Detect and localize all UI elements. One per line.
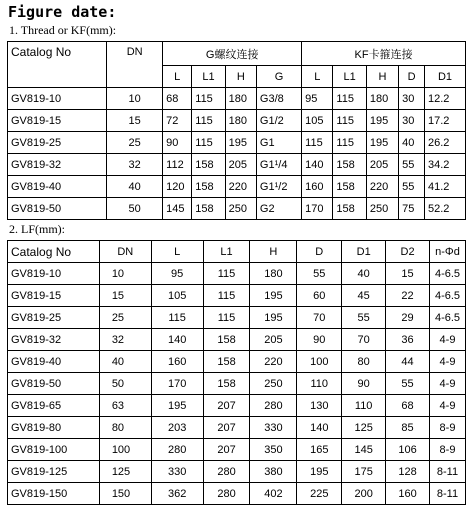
table-cell: 55: [386, 373, 430, 395]
table-cell: 158: [192, 176, 225, 198]
kf-col-header: D1: [425, 66, 466, 88]
table-cell: 34.2: [425, 154, 466, 176]
table-cell: 17.2: [425, 110, 466, 132]
table-cell: 280: [203, 483, 250, 505]
table-cell: 90: [297, 329, 342, 351]
table-cell: 80: [99, 417, 151, 439]
table-row: [8, 307, 466, 329]
table-row: [8, 110, 466, 132]
table-cell: 362: [151, 483, 203, 505]
dn-header: DN: [107, 42, 163, 88]
table-cell: 158: [333, 198, 366, 220]
table-cell: 112: [163, 154, 192, 176]
table-cell: 15: [107, 110, 163, 132]
table-cell: 158: [203, 351, 250, 373]
table-cell: 205: [250, 329, 297, 351]
table-cell: 90: [163, 132, 192, 154]
table-cell: G1/2: [256, 110, 301, 132]
table-cell: 250: [225, 198, 256, 220]
table-cell: 4-9: [430, 351, 466, 373]
table-cell: 180: [225, 88, 256, 110]
table-cell: 158: [203, 373, 250, 395]
table-cell: 207: [203, 439, 250, 461]
catalog-cell: GV819-40: [8, 351, 100, 373]
section-label-lf: 2. LF(mm):: [9, 222, 65, 236]
kf-col-header: L1: [333, 66, 366, 88]
catalog-cell: GV819-25: [8, 132, 107, 154]
table-cell: 280: [203, 461, 250, 483]
table-cell: 170: [151, 373, 203, 395]
table-cell: 105: [151, 285, 203, 307]
table-cell: 180: [250, 263, 297, 285]
table-cell: 45: [342, 285, 386, 307]
table-cell: 115: [203, 263, 250, 285]
catalog-cell: GV819-10: [8, 263, 100, 285]
table-cell: 125: [99, 461, 151, 483]
catalog-cell: GV819-40: [8, 176, 107, 198]
table-cell: 150: [99, 483, 151, 505]
table-row: [8, 132, 466, 154]
table-cell: 80: [342, 351, 386, 373]
table-cell: 110: [342, 395, 386, 417]
catalog-cell: GV819-125: [8, 461, 100, 483]
col-header: H: [250, 241, 297, 263]
catalog-cell: GV819-15: [8, 285, 100, 307]
kf-col-header: H: [366, 66, 398, 88]
table-cell: 4-6.5: [430, 285, 466, 307]
col-header: L: [151, 241, 203, 263]
table-row: [8, 395, 466, 417]
page-title: Figure date:: [8, 3, 117, 21]
g-col-header: L: [163, 66, 192, 88]
catalog-cell: GV819-25: [8, 307, 100, 329]
table-cell: 50: [107, 198, 163, 220]
table-cell: 140: [151, 329, 203, 351]
g-col-header: H: [225, 66, 256, 88]
catalog-cell: GV819-10: [8, 88, 107, 110]
table-cell: 195: [366, 132, 398, 154]
table-row: [8, 439, 466, 461]
table-cell: 207: [203, 417, 250, 439]
table-cell: G3/8: [256, 88, 301, 110]
kf-col-header: D: [399, 66, 425, 88]
table-cell: 32: [107, 154, 163, 176]
table-row: [8, 263, 466, 285]
table-cell: 10: [99, 263, 151, 285]
table-cell: 10: [107, 88, 163, 110]
table-cell: 41.2: [425, 176, 466, 198]
table-cell: 115: [192, 132, 225, 154]
table-cell: 250: [366, 198, 398, 220]
table-cell: 75: [399, 198, 425, 220]
table-cell: 158: [333, 176, 366, 198]
table-cell: 195: [366, 110, 398, 132]
catalog-cell: GV819-32: [8, 329, 100, 351]
table-cell: 225: [297, 483, 342, 505]
table-cell: 55: [297, 263, 342, 285]
table-cell: 195: [250, 285, 297, 307]
table-cell: 140: [297, 417, 342, 439]
table-cell: 158: [192, 198, 225, 220]
table-cell: 115: [333, 132, 366, 154]
table-row: [8, 373, 466, 395]
table-cell: 195: [250, 307, 297, 329]
table-cell: 72: [163, 110, 192, 132]
table-cell: 120: [163, 176, 192, 198]
col-header: D1: [342, 241, 386, 263]
table-cell: 26.2: [425, 132, 466, 154]
g-thread-group-header: G螺纹连接: [163, 42, 302, 66]
table-cell: 36: [386, 329, 430, 351]
table-cell: 130: [297, 395, 342, 417]
table-cell: 55: [399, 154, 425, 176]
kf-clamp-group-header: KF卡箍连接: [302, 42, 466, 66]
table-cell: 220: [225, 176, 256, 198]
table-cell: 220: [250, 351, 297, 373]
table-cell: 203: [151, 417, 203, 439]
table-cell: 160: [151, 351, 203, 373]
table-cell: 145: [342, 439, 386, 461]
catalog-cell: GV819-50: [8, 198, 107, 220]
table-cell: 40: [399, 132, 425, 154]
table-cell: 68: [386, 395, 430, 417]
kf-col-header: L: [302, 66, 333, 88]
table-cell: G2: [256, 198, 301, 220]
table-cell: 220: [366, 176, 398, 198]
table-cell: 55: [342, 307, 386, 329]
table-cell: 15: [99, 285, 151, 307]
table-row: [8, 351, 466, 373]
table-cell: 25: [107, 132, 163, 154]
table-cell: 115: [203, 285, 250, 307]
table-cell: 160: [302, 176, 333, 198]
table-cell: 207: [203, 395, 250, 417]
table-cell: 25: [99, 307, 151, 329]
table-cell: 4-6.5: [430, 307, 466, 329]
table-cell: 160: [386, 483, 430, 505]
table-cell: 145: [163, 198, 192, 220]
table-cell: 205: [225, 154, 256, 176]
table-cell: 195: [297, 461, 342, 483]
col-header: D: [297, 241, 342, 263]
catalog-cell: GV819-150: [8, 483, 100, 505]
col-header: DN: [99, 241, 151, 263]
table-cell: 4-9: [430, 373, 466, 395]
table-cell: 158: [192, 154, 225, 176]
table-cell: 125: [342, 417, 386, 439]
table-cell: G1: [256, 132, 301, 154]
table-cell: 350: [250, 439, 297, 461]
table-row: [8, 329, 466, 351]
table-cell: 115: [333, 88, 366, 110]
table-cell: 8-11: [430, 483, 466, 505]
g-col-header: G: [256, 66, 301, 88]
table-cell: 100: [297, 351, 342, 373]
thread-kf-table: [7, 41, 466, 220]
table-cell: 4-9: [430, 329, 466, 351]
table-cell: 380: [250, 461, 297, 483]
table-cell: 30: [399, 88, 425, 110]
table-row: [8, 483, 466, 505]
table-cell: 205: [366, 154, 398, 176]
table-cell: 63: [99, 395, 151, 417]
table-cell: 106: [386, 439, 430, 461]
table-cell: 250: [250, 373, 297, 395]
catalog-cell: GV819-15: [8, 110, 107, 132]
col-header: n-Φd: [430, 241, 466, 263]
table-row: [8, 198, 466, 220]
table-cell: 40: [107, 176, 163, 198]
table-cell: 100: [99, 439, 151, 461]
table-cell: 280: [250, 395, 297, 417]
catalog-header: Catalog No: [8, 42, 107, 88]
table-cell: 195: [225, 132, 256, 154]
table-row: [8, 285, 466, 307]
table-cell: 180: [366, 88, 398, 110]
table-cell: 32: [99, 329, 151, 351]
table-cell: 60: [297, 285, 342, 307]
table-cell: 90: [342, 373, 386, 395]
section-label-thread-kf: 1. Thread or KF(mm):: [9, 23, 117, 37]
table-cell: 12.2: [425, 88, 466, 110]
table-cell: 175: [342, 461, 386, 483]
table-row: [8, 417, 466, 439]
table-cell: G1¹/4: [256, 154, 301, 176]
catalog-cell: GV819-50: [8, 373, 100, 395]
table-cell: 8-9: [430, 439, 466, 461]
table-cell: 158: [333, 154, 366, 176]
table-cell: 44: [386, 351, 430, 373]
table-cell: 70: [297, 307, 342, 329]
table-cell: 8-11: [430, 461, 466, 483]
table-cell: 110: [297, 373, 342, 395]
table-cell: 330: [151, 461, 203, 483]
table-cell: 330: [250, 417, 297, 439]
table-cell: 158: [203, 329, 250, 351]
table-cell: 4-9: [430, 395, 466, 417]
catalog-cell: GV819-80: [8, 417, 100, 439]
table-cell: 170: [302, 198, 333, 220]
table-cell: 50: [99, 373, 151, 395]
catalog-cell: GV819-100: [8, 439, 100, 461]
table-cell: 55: [399, 176, 425, 198]
table-cell: 115: [203, 307, 250, 329]
table-cell: 95: [302, 88, 333, 110]
table-cell: 280: [151, 439, 203, 461]
table-cell: G1¹/2: [256, 176, 301, 198]
table-cell: 95: [151, 263, 203, 285]
table-cell: 115: [192, 110, 225, 132]
table-cell: 40: [342, 263, 386, 285]
col-header: L1: [203, 241, 250, 263]
g-col-header: L1: [192, 66, 225, 88]
table-cell: 140: [302, 154, 333, 176]
catalog-header: Catalog No: [8, 241, 100, 263]
table-cell: 68: [163, 88, 192, 110]
table-row: [8, 154, 466, 176]
table-cell: 115: [192, 88, 225, 110]
table-row: [8, 88, 466, 110]
table-cell: 195: [151, 395, 203, 417]
table-cell: 15: [386, 263, 430, 285]
table-cell: 115: [333, 110, 366, 132]
catalog-cell: GV819-65: [8, 395, 100, 417]
catalog-cell: GV819-32: [8, 154, 107, 176]
table-cell: 180: [225, 110, 256, 132]
table-cell: 29: [386, 307, 430, 329]
table-row: [8, 461, 466, 483]
table-cell: 200: [342, 483, 386, 505]
table-cell: 40: [99, 351, 151, 373]
table-cell: 105: [302, 110, 333, 132]
table-cell: 85: [386, 417, 430, 439]
table-cell: 115: [302, 132, 333, 154]
table-cell: 70: [342, 329, 386, 351]
table-row: [8, 176, 466, 198]
table-cell: 402: [250, 483, 297, 505]
table-cell: 30: [399, 110, 425, 132]
table-cell: 4-6.5: [430, 263, 466, 285]
table-cell: 165: [297, 439, 342, 461]
table-cell: 22: [386, 285, 430, 307]
table-cell: 128: [386, 461, 430, 483]
table-cell: 115: [151, 307, 203, 329]
table-cell: 52.2: [425, 198, 466, 220]
lf-table: [7, 240, 466, 505]
col-header: D2: [386, 241, 430, 263]
table-cell: 8-9: [430, 417, 466, 439]
